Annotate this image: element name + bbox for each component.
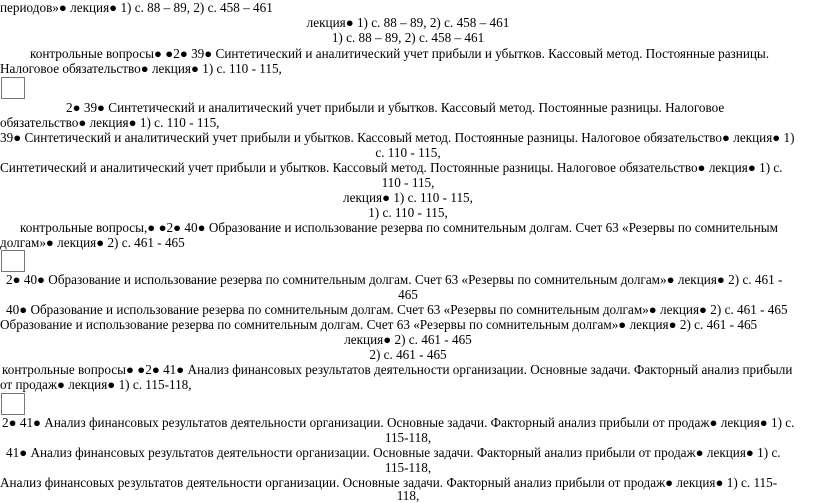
text-line: 2● 41● Анализ финансовых результатов деятельности организации. Основные задачи. Факторный анализ прибыли от продаж● лекция● 1) с. [2,415,795,430]
text-line: от продаж● лекция● 1) с. 115-118, [0,377,192,392]
text-line: 115-118, [384,460,432,475]
text-line: Синтетический и аналитический учет прибыли и убытков. Кассовый метод. Постоянные разницы. Налоговое обязательство● лекция● 1) с. [0,160,783,175]
text-line: контрольные вопросы● ●2● 39● Синтетический и аналитический учет прибыли и убытков. Кассовый метод. Постоянные разницы. [30,46,770,61]
text-line: 41● Анализ финансовых результатов деятельности организации. Основные задачи. Факторный анализ прибыли от продаж● лекция● 1) с. [6,445,781,460]
text-line: 110 - 115, [381,175,435,190]
text-line: 1) с. 88 – 89, 2) с. 458 – 461 [331,30,485,45]
checkbox[interactable] [1,77,25,99]
checkbox[interactable] [1,250,25,272]
text-line: 2) с. 461 - 465 [369,347,447,362]
text-line: Налоговое обязательство● лекция● 1) с. 110 - 115, [0,61,282,76]
text-line: Образование и использование резерва по сомнительным долгам. Счет 63 «Резервы по сомнительным долгам»● лекция● 2) с. 461 - 465 [0,317,758,332]
text-line: Анализ финансовых результатов деятельности организации. Основные задачи. Факторный анализ прибыли от продаж● лекция● 1) с. 115- [0,475,778,490]
text-line: 39● Синтетический и аналитический учет прибыли и убытков. Кассовый метод. Постоянные разницы. Налоговое обязательство● лекция● 1) [0,130,795,145]
text-line: лекция● 1) с. 110 - 115, [343,190,473,205]
text-line: 1) с. 110 - 115, [368,205,448,220]
text-line: с. 110 - 115, [375,145,441,160]
text-line: лекция● 1) с. 88 – 89, 2) с. 458 – 461 [306,15,510,30]
text-line: контрольные вопросы● ●2● 41● Анализ финансовых результатов деятельности организации. Основные задачи. Факторный анализ прибыли [2,362,793,377]
text-line: 115-118, [384,430,432,445]
text-line: 465 [398,287,418,302]
text-line: долгам»● лекция● 2) с. 461 - 465 [0,235,185,250]
text-line: 118, [396,488,420,503]
text-line: контрольные вопросы,● ●2● 40● Образование и использование резерва по сомнительным долгам. Счет 63 «Резервы по сомнительным [20,220,778,235]
text-line: периодов»● лекция● 1) с. 88 – 89, 2) с. 458 – 461 [0,0,273,15]
checkbox[interactable] [1,393,25,415]
text-line: 2● 39● Синтетический и аналитический учет прибыли и убытков. Кассовый метод. Постоянные разницы. Налоговое [66,100,725,115]
text-line: 40● Образование и использование резерва по сомнительным долгам. Счет 63 «Резервы по сомнительным долгам»● лекция● 2) с. 461 - 465 [6,302,788,317]
text-line: обязательство● лекция● 1) с. 110 - 115, [0,115,220,130]
text-line: 2● 40● Образование и использование резерва по сомнительным долгам. Счет 63 «Резервы по сомнительным долгам»● лекция● 2) с. 461 - [6,272,783,287]
text-line: лекция● 2) с. 461 - 465 [344,332,472,347]
